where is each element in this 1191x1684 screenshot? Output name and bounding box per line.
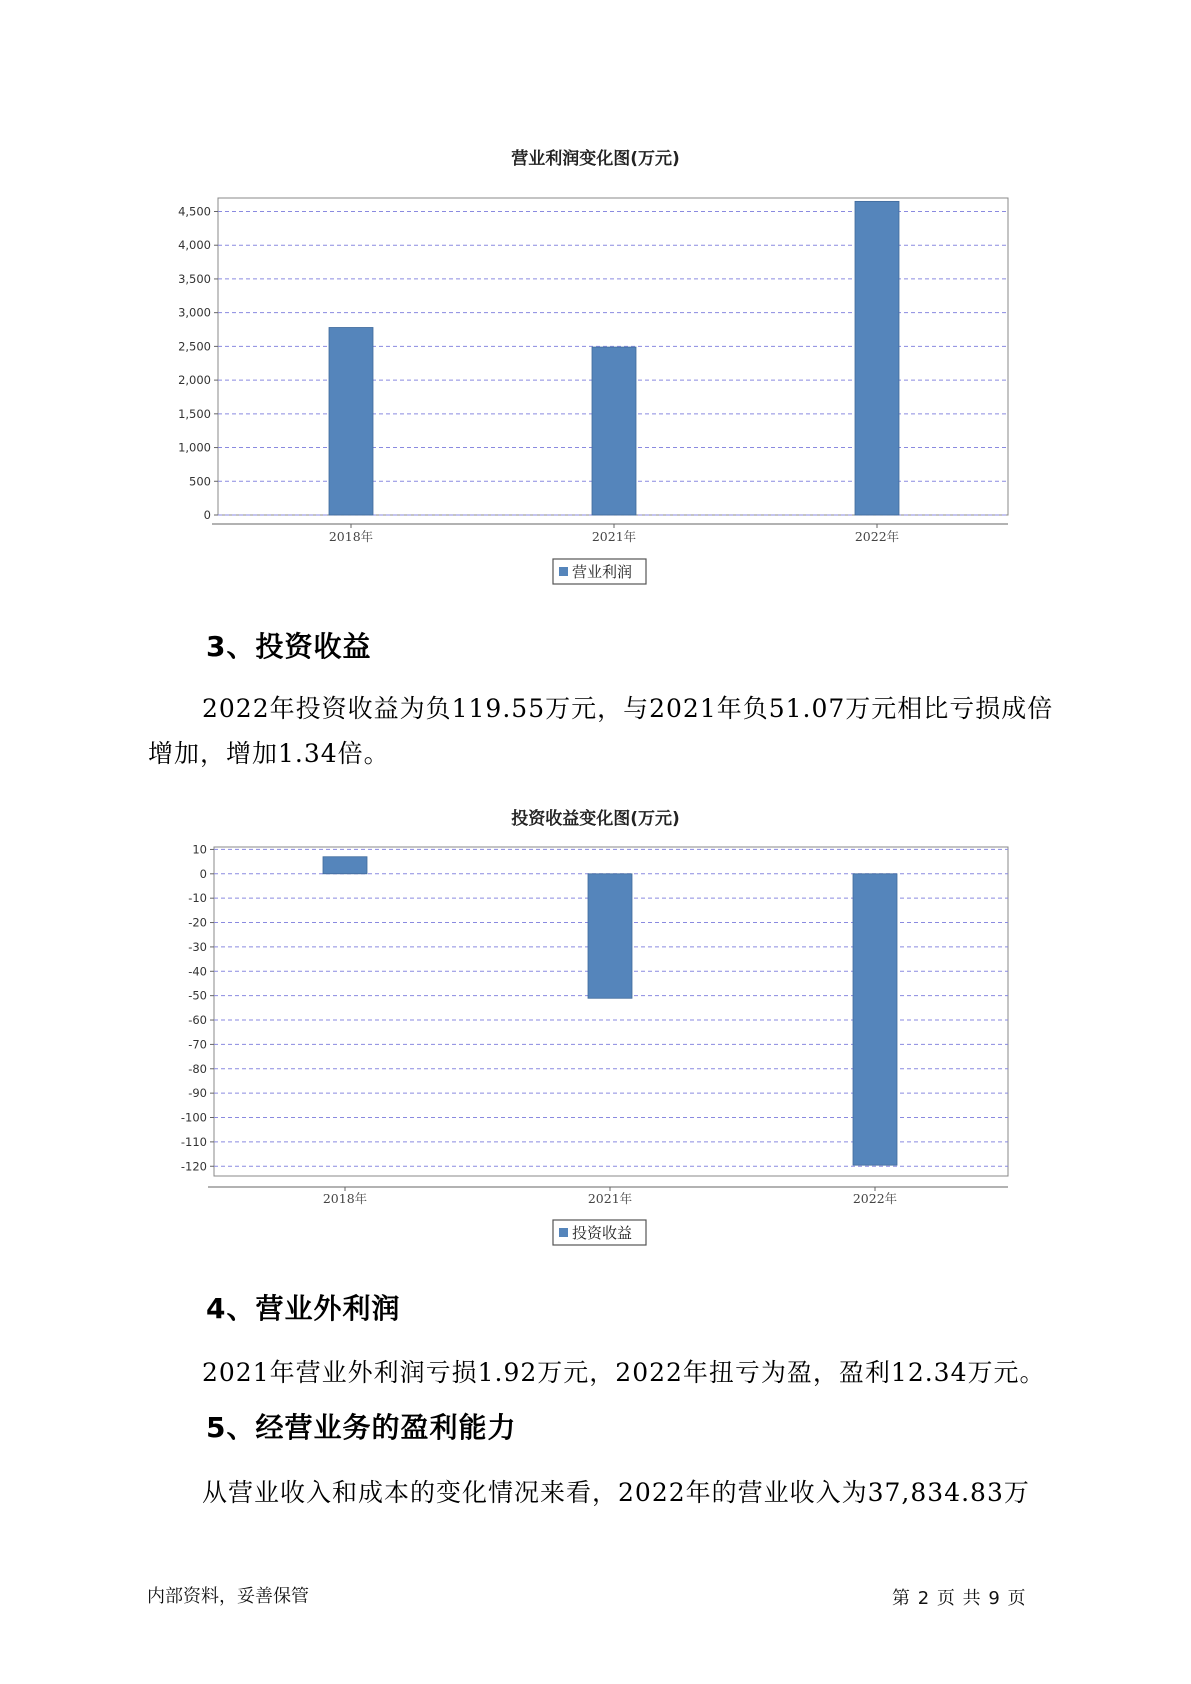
chart2-ytick-label: -10 [188, 891, 207, 906]
chart2-xtick-label: 2022年 [852, 1191, 898, 1206]
chart2-ytick-label: -110 [180, 1134, 207, 1149]
section5-heading: 5、经营业务的盈利能力 [206, 1411, 517, 1444]
chart1-title: 营业利润变化图(万元) [511, 149, 680, 169]
chart1-ytick-label: 500 [189, 474, 211, 489]
chart1-xtick-label: 2022年 [854, 529, 900, 544]
section5-paragraph [148, 1470, 1068, 1515]
section4-paragraph [148, 1350, 1068, 1395]
section3-heading: 3、投资收益 [206, 630, 372, 663]
section4-line1: 2021年营业外利润亏损1.92万元，2022年扭亏为盈，盈利12.34万元。 [202, 1358, 1046, 1387]
chart1-ytick-label: 3,500 [178, 271, 211, 286]
chart1-ytick-label: 0 [203, 508, 211, 522]
chart1-ytick-label: 2,500 [178, 339, 211, 354]
chart1-ytick-label: 3,000 [178, 305, 211, 320]
chart2-ytick-label: -80 [188, 1061, 207, 1076]
chart2-ytick-label: -120 [180, 1159, 207, 1174]
section3-line1: 2022年投资收益为负119.55万元，与2021年负51.07万元相比亏损成倍 [202, 694, 1054, 723]
chart2-xtick-label: 2018年 [322, 1191, 368, 1206]
chart2-title: 投资收益变化图(万元) [511, 809, 680, 829]
chart2-bar-1 [588, 874, 632, 998]
chart2-ytick-label: -100 [180, 1110, 207, 1125]
footer-page-number: 第 2 页 共 9 页 [892, 1588, 1027, 1609]
chart2-legend-label: 投资收益 [572, 1224, 633, 1242]
chart1-ytick-label: 4,500 [178, 204, 211, 219]
chart2-ytick-label: -40 [188, 964, 207, 979]
footer-confidential-note: 内部资料，妥善保管 [147, 1586, 309, 1607]
chart2-ytick-label: -20 [188, 915, 207, 930]
chart2-ytick-label: -90 [188, 1086, 207, 1101]
chart2-ytick-label: -30 [188, 939, 207, 954]
chart1-ytick-label: 4,000 [178, 238, 211, 253]
chart2-bar-2 [853, 874, 897, 1165]
section5-line1: 从营业收入和成本的变化情况来看，2022年的营业收入为37,834.83万 [202, 1478, 1030, 1507]
chart1-ytick-label: 1,000 [178, 440, 211, 455]
chart2-ytick-label: -70 [188, 1037, 207, 1052]
chart2-xtick-label: 2021年 [587, 1191, 633, 1206]
chart2-legend [553, 1220, 646, 1245]
chart1-xtick-label: 2021年 [591, 529, 637, 544]
section4-heading: 4、营业外利润 [206, 1292, 401, 1325]
chart2-bar-0 [323, 857, 367, 874]
chart2-ytick-label: -60 [188, 1013, 207, 1028]
chart1-ytick-label: 2,000 [178, 373, 211, 388]
chart2-ytick-label: 0 [199, 866, 207, 881]
chart2-legend-swatch [559, 1228, 568, 1237]
section3-line2: 增加，增加1.34倍。 [148, 739, 390, 768]
chart2-ytick-label: 10 [192, 842, 207, 857]
chart2-ytick-label: -50 [188, 988, 207, 1003]
chart1-ytick-label: 1,500 [178, 406, 211, 421]
chart1-xtick-label: 2018年 [328, 529, 374, 544]
chart1-legend-label: 营业利润 [572, 563, 633, 581]
